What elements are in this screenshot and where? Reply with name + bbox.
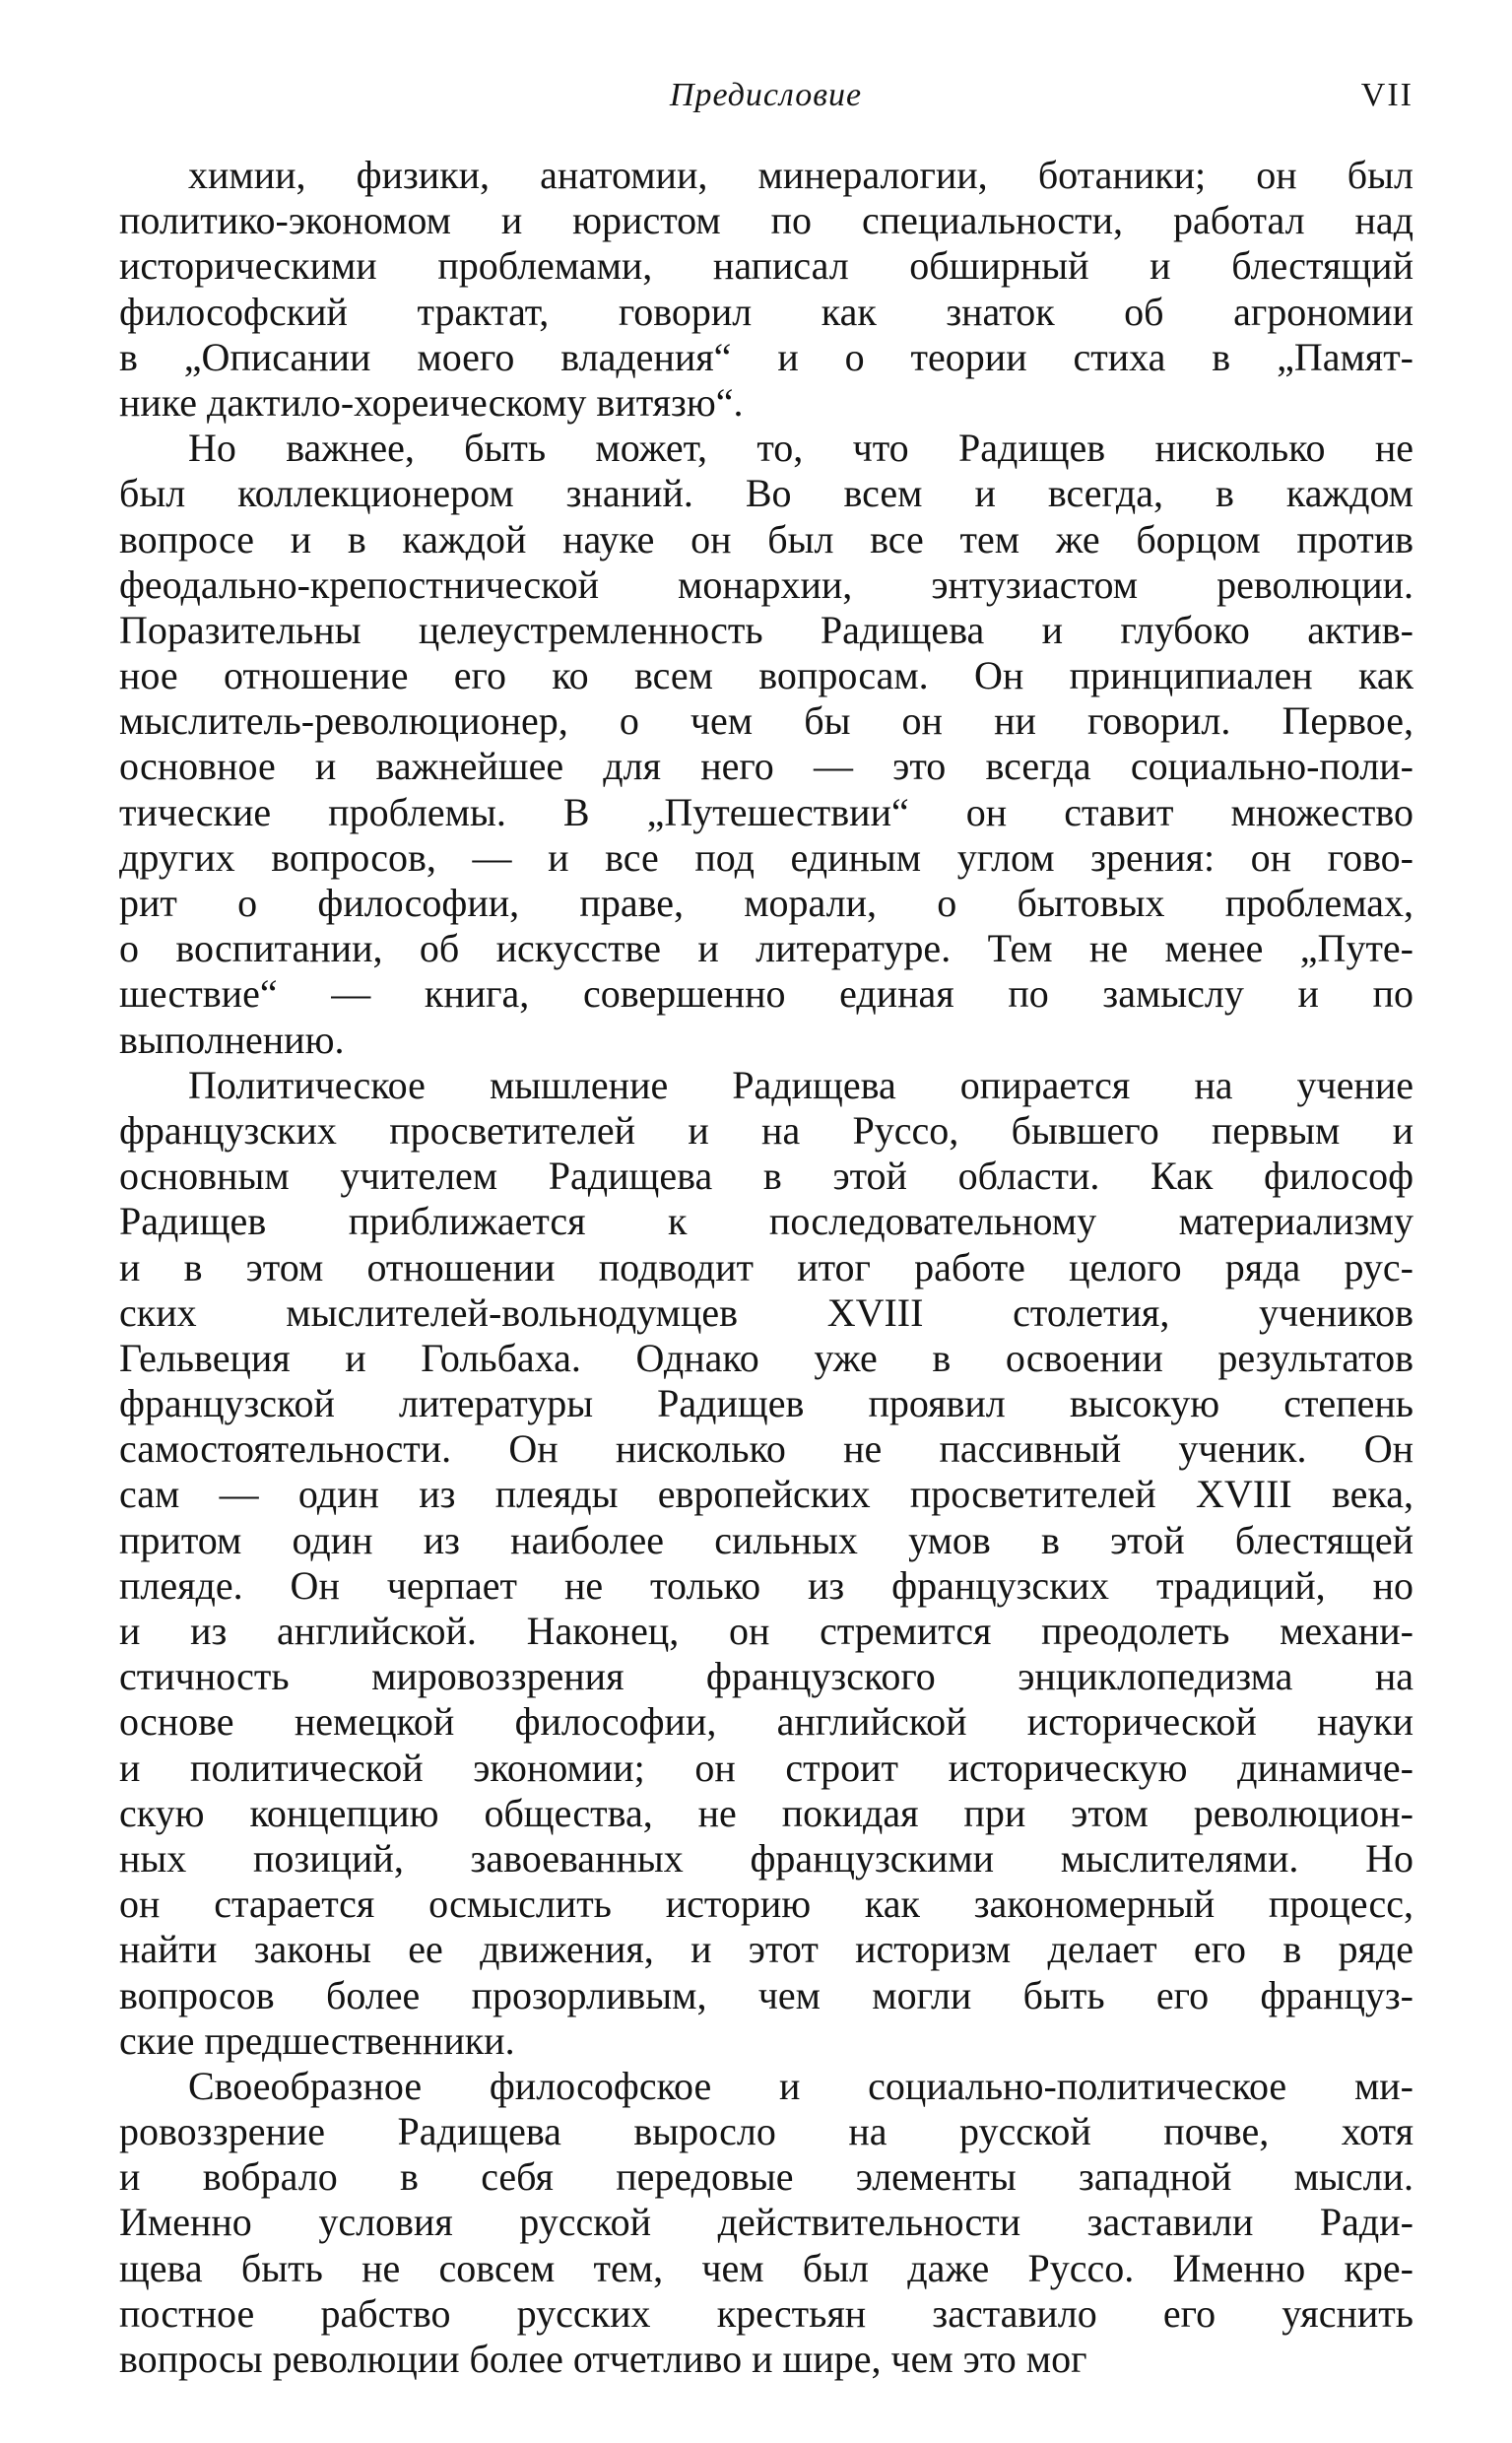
- text-line: других вопросов, — и все под единым углом зрения: он гово-: [119, 834, 1413, 880]
- text-line: и из английской. Наконец, он стремится преодолеть механи-: [119, 1609, 1413, 1653]
- text-line: найти законы ее движения, и этот историзм делает его в ряде: [119, 1927, 1413, 1972]
- text-line: ное отношение его ко всем вопросам. Он принципиален как: [119, 653, 1413, 698]
- text-line: плеяде. Он черпает не только из французских традиций, но: [119, 1562, 1413, 1608]
- text-line: вопросы революции более отчетливо и шире, чем это мог: [119, 2337, 1087, 2381]
- paragraph: [119, 2064, 1413, 2382]
- text-line: ских мыслителей-вольнодумцев XVIII столетия, учеников: [119, 1289, 1413, 1335]
- text-line: тические проблемы. В „Путешествии“ он ставит множество: [119, 789, 1413, 834]
- text-line: нике дактило-хореическому витязю“.: [119, 379, 744, 425]
- text-line: Но важнее, быть может, то, что Радищев нисколько не: [188, 426, 1413, 471]
- running-title: Предисловие: [669, 77, 863, 113]
- text-line: рит о философии, праве, морали, о бытовых проблемах,: [119, 881, 1413, 925]
- text-line: постное рабство русских крестьян заставило его уяснить: [119, 2290, 1413, 2336]
- text-line: вопросе и в каждой науке он был все тем же борцом против: [119, 516, 1413, 561]
- text-line: шествие“ — книга, совершенно единая по замыслу и по: [119, 971, 1413, 1017]
- text-line: основным учителем Радищева в этой области. Как философ: [119, 1154, 1413, 1199]
- text-line: Своеобразное философское и социально-политическое ми-: [188, 2063, 1413, 2108]
- text-line: ных позиций, завоеванных французскими мыслителями. Но: [119, 1835, 1413, 1881]
- text-line: был коллекционером знаний. Во всем и всегда, в каждом: [119, 471, 1413, 516]
- text-line: философский трактат, говорил как знаток об агрономии: [119, 289, 1413, 334]
- body-text: [119, 153, 1413, 2382]
- text-line: Гельвеция и Гольбаха. Однако уже в освоении результатов: [119, 1335, 1413, 1380]
- text-line: основное и важнейшее для него — это всегда социально-поли-: [119, 744, 1413, 789]
- text-line: притом один из наиболее сильных умов в этой блестящей: [119, 1517, 1413, 1562]
- text-line: вопросов более прозорливым, чем могли быть его француз-: [119, 1972, 1413, 2017]
- running-header: [118, 77, 1413, 126]
- text-line: и в этом отношении подводит итог работе целого ряда рус-: [119, 1244, 1413, 1289]
- text-line: скую концепцию общества, не покидая при этом революцион-: [119, 1790, 1413, 1835]
- text-line: химии, физики, анатомии, минералогии, ботаники; он был: [188, 153, 1413, 197]
- paragraph: [119, 426, 1413, 1063]
- text-line: историческими проблемами, написал обширный и блестящий: [119, 243, 1413, 289]
- text-line: он старается осмыслить историю как закономерный процесс,: [119, 1882, 1413, 1927]
- text-line: выполнению.: [119, 1017, 345, 1062]
- text-line: французских просветителей и на Руссо, бывшего первым и: [119, 1107, 1413, 1153]
- text-line: самостоятельности. Он нисколько не пассивный ученик. Он: [119, 1426, 1413, 1472]
- text-line: и политической экономии; он строит историческую динамиче-: [119, 1745, 1413, 1790]
- text-line: в „Описании моего владения“ и о теории стиха в „Памят-: [119, 334, 1413, 379]
- text-line: Именно условия русской действительности заставили Ради-: [119, 2200, 1413, 2245]
- text-line: сам — один из плеяды европейских просветителей XVIII века,: [119, 1472, 1413, 1517]
- text-line: феодально-крепостнической монархии, энтузиастом революции.: [119, 561, 1413, 607]
- text-line: французской литературы Радищев проявил высокую степень: [119, 1381, 1413, 1426]
- text-line: Поразительны целеустремленность Радищева и глубоко актив-: [119, 607, 1413, 652]
- text-line: и вобрало в себя передовые элементы западной мысли.: [119, 2154, 1413, 2200]
- text-line: стичность мировоззрения французского энциклопедизма на: [119, 1654, 1413, 1699]
- text-line: ровоззрение Радищева выросло на русской почве, хотя: [119, 2109, 1413, 2154]
- page-number: VII: [1360, 77, 1413, 113]
- text-line: Политическое мышление Радищева опирается на учение: [188, 1062, 1413, 1107]
- text-line: щева быть не совсем тем, чем был даже Руссо. Именно кре-: [119, 2245, 1413, 2290]
- text-line: о воспитании, об искусстве и литературе. Тем не менее „Путе-: [119, 926, 1413, 971]
- text-line: политико-экономом и юристом по специальности, работал над: [119, 198, 1413, 243]
- paragraph: [119, 153, 1413, 426]
- text-line: ские предшественники.: [119, 2017, 515, 2063]
- text-line: мыслитель-революционер, о чем бы он ни говорил. Первое,: [119, 698, 1413, 744]
- text-line: основе немецкой философии, английской исторической науки: [119, 1699, 1413, 1745]
- text-line: Радищев приближается к последовательному материализму: [119, 1199, 1413, 1244]
- paragraph: [119, 1063, 1413, 2064]
